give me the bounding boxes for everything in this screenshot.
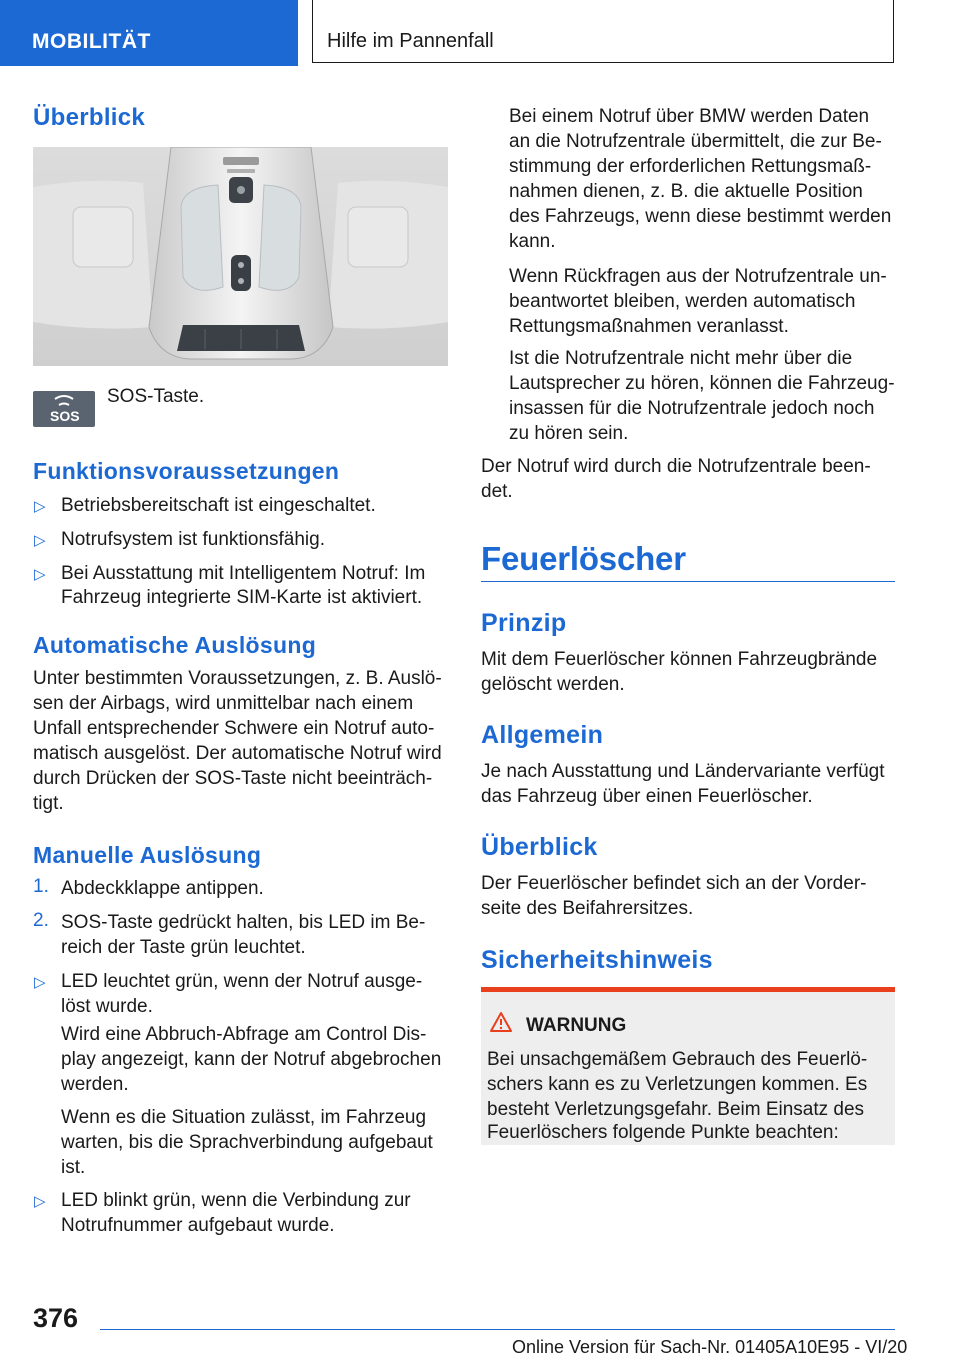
requirements-heading: Funktionsvoraussetzungen <box>33 458 340 484</box>
abort-text: werden. <box>61 1074 129 1095</box>
warning-triangle-icon <box>489 1011 513 1038</box>
general-text: Je nach Ausstattung und Ländervariante verfügt <box>481 761 885 782</box>
overview-text: Der Feuerlöscher befindet sich an der Vorder- <box>481 873 867 894</box>
section-title: MOBILITÄT <box>32 30 151 53</box>
abort-text: Wird eine Abbruch-Abfrage am Control Dis- <box>61 1024 427 1045</box>
principle-text: Mit dem Feuerlöscher können Fahrzeugbrände <box>481 649 878 670</box>
roof-console-image <box>33 147 448 366</box>
chapter-tab <box>312 0 894 63</box>
step-number: 1. <box>33 876 49 897</box>
warning-title: WARNUNG <box>526 1015 627 1036</box>
queries-text: Wenn Rückfragen aus der Notrufzentrale un- <box>509 266 887 287</box>
footer-rule <box>100 1329 895 1330</box>
requirement-item: Betriebsbereitschaft ist eingeschaltet. <box>61 495 376 516</box>
end-call-text: Der Notruf wird durch die Notrufzentrale been- <box>481 456 871 477</box>
wait-text: ist. <box>61 1157 86 1178</box>
overview-heading: Überblick <box>33 104 146 131</box>
online-version-text: Online Version für Sach-Nr. 01405A10E95 - VI/20 <box>512 1337 908 1357</box>
data-transfer-text: nahmen dienen, z. B. die aktuelle Position <box>509 181 863 202</box>
page-number: 376 <box>33 1303 79 1333</box>
data-transfer-text: Bei einem Notruf über BMW werden Daten <box>509 106 870 127</box>
bullet-triangle-icon: ▷ <box>34 974 46 991</box>
warning-text: schers kann es zu Verletzungen kommen. Es <box>487 1074 868 1095</box>
speaker-text: insassen für die Notrufzentrale jedoch noch <box>509 398 875 419</box>
chapter-title: Hilfe im Pannenfall <box>327 30 494 52</box>
wait-text: Wenn es die Situation zulässt, im Fahrzeug <box>61 1107 427 1128</box>
led-green-text: löst wurde. <box>61 996 153 1017</box>
data-transfer-text: stimmung der erforderlichen Rettungsmaß- <box>509 156 872 177</box>
warning-bar <box>481 987 895 992</box>
warning-text: besteht Verletzungsgefahr. Beim Einsatz des <box>487 1099 865 1120</box>
sos-icon-label: SOS <box>50 408 80 424</box>
general-heading: Allgemein <box>481 721 604 749</box>
auto-trigger-text: Unter bestimmten Voraussetzungen, z. B. Auslö- <box>33 668 442 689</box>
safety-heading: Sicherheitshinweis <box>481 946 713 974</box>
overview-heading-right: Überblick <box>481 833 598 861</box>
data-transfer-text: kann. <box>509 231 556 252</box>
led-blink-text: LED blinkt grün, wenn die Verbindung zur <box>61 1190 411 1211</box>
end-call-text: det. <box>481 481 513 502</box>
sos-button-icon <box>33 391 95 427</box>
speaker-text: zu hören sein. <box>509 423 629 444</box>
step-number: 2. <box>33 910 49 931</box>
bullet-triangle-icon: ▷ <box>34 532 46 549</box>
bullet-triangle-icon: ▷ <box>34 566 46 583</box>
requirement-item: Notrufsystem ist funktionsfähig. <box>61 529 325 550</box>
sos-caption: SOS-Taste. <box>107 386 205 407</box>
wait-text: warten, bis die Sprachverbindung aufgebaut <box>61 1132 433 1153</box>
auto-trigger-text: Unfall entsprechender Schwere ein Notruf auto- <box>33 718 435 739</box>
step-text: Abdeckklappe antippen. <box>61 878 264 899</box>
queries-text: Rettungsmaßnahmen veranlasst. <box>509 316 789 337</box>
requirement-item-continued: Fahrzeug integrierte SIM-Karte ist aktiviert. <box>61 587 423 608</box>
heading-rule <box>481 581 895 582</box>
speaker-text: Ist die Notrufzentrale nicht mehr über die <box>509 348 853 369</box>
roof-console-illustration <box>33 147 448 366</box>
step-text: reich der Taste grün leuchtet. <box>61 937 306 958</box>
requirement-item: Bei Ausstattung mit Intelligentem Notruf: Im <box>61 563 426 584</box>
auto-trigger-text: tigt. <box>33 793 64 814</box>
abort-text: play angezeigt, kann der Notruf abgebrochen <box>61 1049 442 1070</box>
principle-heading: Prinzip <box>481 609 567 637</box>
led-green-text: LED leuchtet grün, wenn der Notruf ausge- <box>61 971 423 992</box>
warning-text: Feuerlöschers folgende Punkte beachten: <box>487 1122 839 1143</box>
bullet-triangle-icon: ▷ <box>34 498 46 515</box>
auto-trigger-text: durch Drücken der SOS-Taste nicht beeinträch- <box>33 768 433 789</box>
warning-box <box>481 987 895 1145</box>
principle-text: gelöscht werden. <box>481 674 625 695</box>
data-transfer-text: an die Notrufzentrale übermittelt, die zur Be- <box>509 131 882 152</box>
data-transfer-text: des Fahrzeugs, wenn diese bestimmt werden <box>509 206 892 227</box>
speaker-text: Lautsprecher zu hören, können die Fahrzeug- <box>509 373 895 394</box>
section-tab <box>0 0 298 66</box>
general-text: das Fahrzeug über einen Feuerlöscher. <box>481 786 813 807</box>
step-text: SOS-Taste gedrückt halten, bis LED im Be- <box>61 912 426 933</box>
queries-text: beantwortet bleiben, werden automatisch <box>509 291 856 312</box>
auto-trigger-heading: Automatische Auslösung <box>33 632 317 658</box>
led-blink-text: Notrufnummer aufgebaut wurde. <box>61 1215 335 1236</box>
bullet-triangle-icon: ▷ <box>34 1193 46 1210</box>
warning-text: Bei unsachgemäßem Gebrauch des Feuerlö- <box>487 1049 868 1070</box>
auto-trigger-text: sen der Airbags, wird unmittelbar nach einem <box>33 693 414 714</box>
fire-extinguisher-heading: Feuerlöscher <box>481 540 686 577</box>
auto-trigger-text: matisch ausgelöst. Der automatische Notruf wird <box>33 743 442 764</box>
page-header <box>0 0 960 66</box>
overview-text: seite des Beifahrersitzes. <box>481 898 694 919</box>
manual-trigger-heading: Manuelle Auslösung <box>33 842 262 868</box>
